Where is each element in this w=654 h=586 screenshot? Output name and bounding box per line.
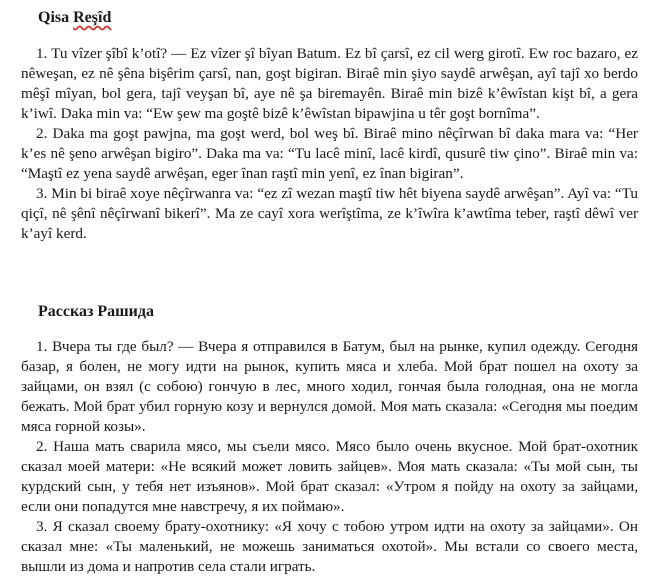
russian-story-text <box>21 337 638 577</box>
kurdish-paragraph-1: 1. Tu vîzer şîbî k’otî? — Ez vîzer şî bîyan Batum. Ez bî çarsî, ez cil werg girotî. Ew roc bazaro, ez nêweşan, ez nê şêna bişêrim çarsî, nan, goşt bigiran. Biraê min şiyo saydê arwêşan, ayî tajî xo berdo mêşî mîyan, bol gera, tajî veyşan bî, aye nê şa biremayên. Biraê min bizê k’êwîstan kişt bî, a gera k’iwî. Daka min va: “Ew şew ma goştê bizê k’êwîstan bipawjina u têr goşt bornîma”. <box>21 45 638 122</box>
kurdish-paragraph-2: 2. Daka ma goşt pawjna, ma goşt werd, bol weş bî. Biraê mino nêçîrwan bî daka mara va: “Her k’es nê şeno arwêşan bigiro”. Daka ma va: “Tu lacê minî, lacê kirdî, qusurê tiw çino”. Biraê min va: “Maştî ez yena saydê arwêşan, eger înan raştî min yenî, ez înan bigiran”. <box>21 125 638 182</box>
kurdish-title-name: Reşîd <box>73 9 112 26</box>
kurdish-story-text <box>21 44 638 244</box>
kurdish-paragraph-3: 3. Min bi biraê xoye nêçîrwanra va: “ez zî wezan maştî tiw hêt biyena saydê arwêşan”. Ayî va: “Tu qiçî, nê şênî nêçîrwanî bikerî”. Ma ze cayî xora werîştîma, ze k’îwîra k’awtîma teber, raştî dêwî ver k’ayî kerd. <box>21 185 638 242</box>
russian-story-title: Рассказ Рашида <box>38 303 154 320</box>
kurdish-story-title <box>38 8 111 28</box>
kurdish-title-prefix: Qisa <box>38 9 74 26</box>
russian-paragraph-3: 3. Я сказал своему брату-охотнику: «Я хочу с тобою утром идти на охоту за зайцами». Он сказал мне: «Ты маленький, не можешь заниматься охотой». Мы встали со своего места, вышли из дома и напротив села стали играть. <box>21 518 638 575</box>
russian-paragraph-2: 2. Наша мать сварила мясо, мы съели мясо. Мясо было очень вкусное. Мой брат-охотник сказал моей матери: «Не всякий может ловить зайцев». Моя мать сказала: «Ты мой сын, ты курдский сын, у тебя нет изъянов». Мой брат сказал: «Утром я пойду на охоту за зайцами, если они попадутся мне навстречу, я их поймаю». <box>21 438 638 515</box>
russian-paragraph-1: 1. Вчера ты где был? — Вчера я отправился в Батум, был на рынке, купил одежду. Сегодня базар, я болен, не могу идти на рынок, купить мяса и хлеба. Мой брат пошел на охоту за зайцами, он взял (с собою) гончую в лес, много ходил, гончая была голодная, она не могла бежать. Мой брат убил горную козу и вернулся домой. Моя мать сказала: «Сегодня мы поедим мяса горной козы». <box>21 338 638 435</box>
